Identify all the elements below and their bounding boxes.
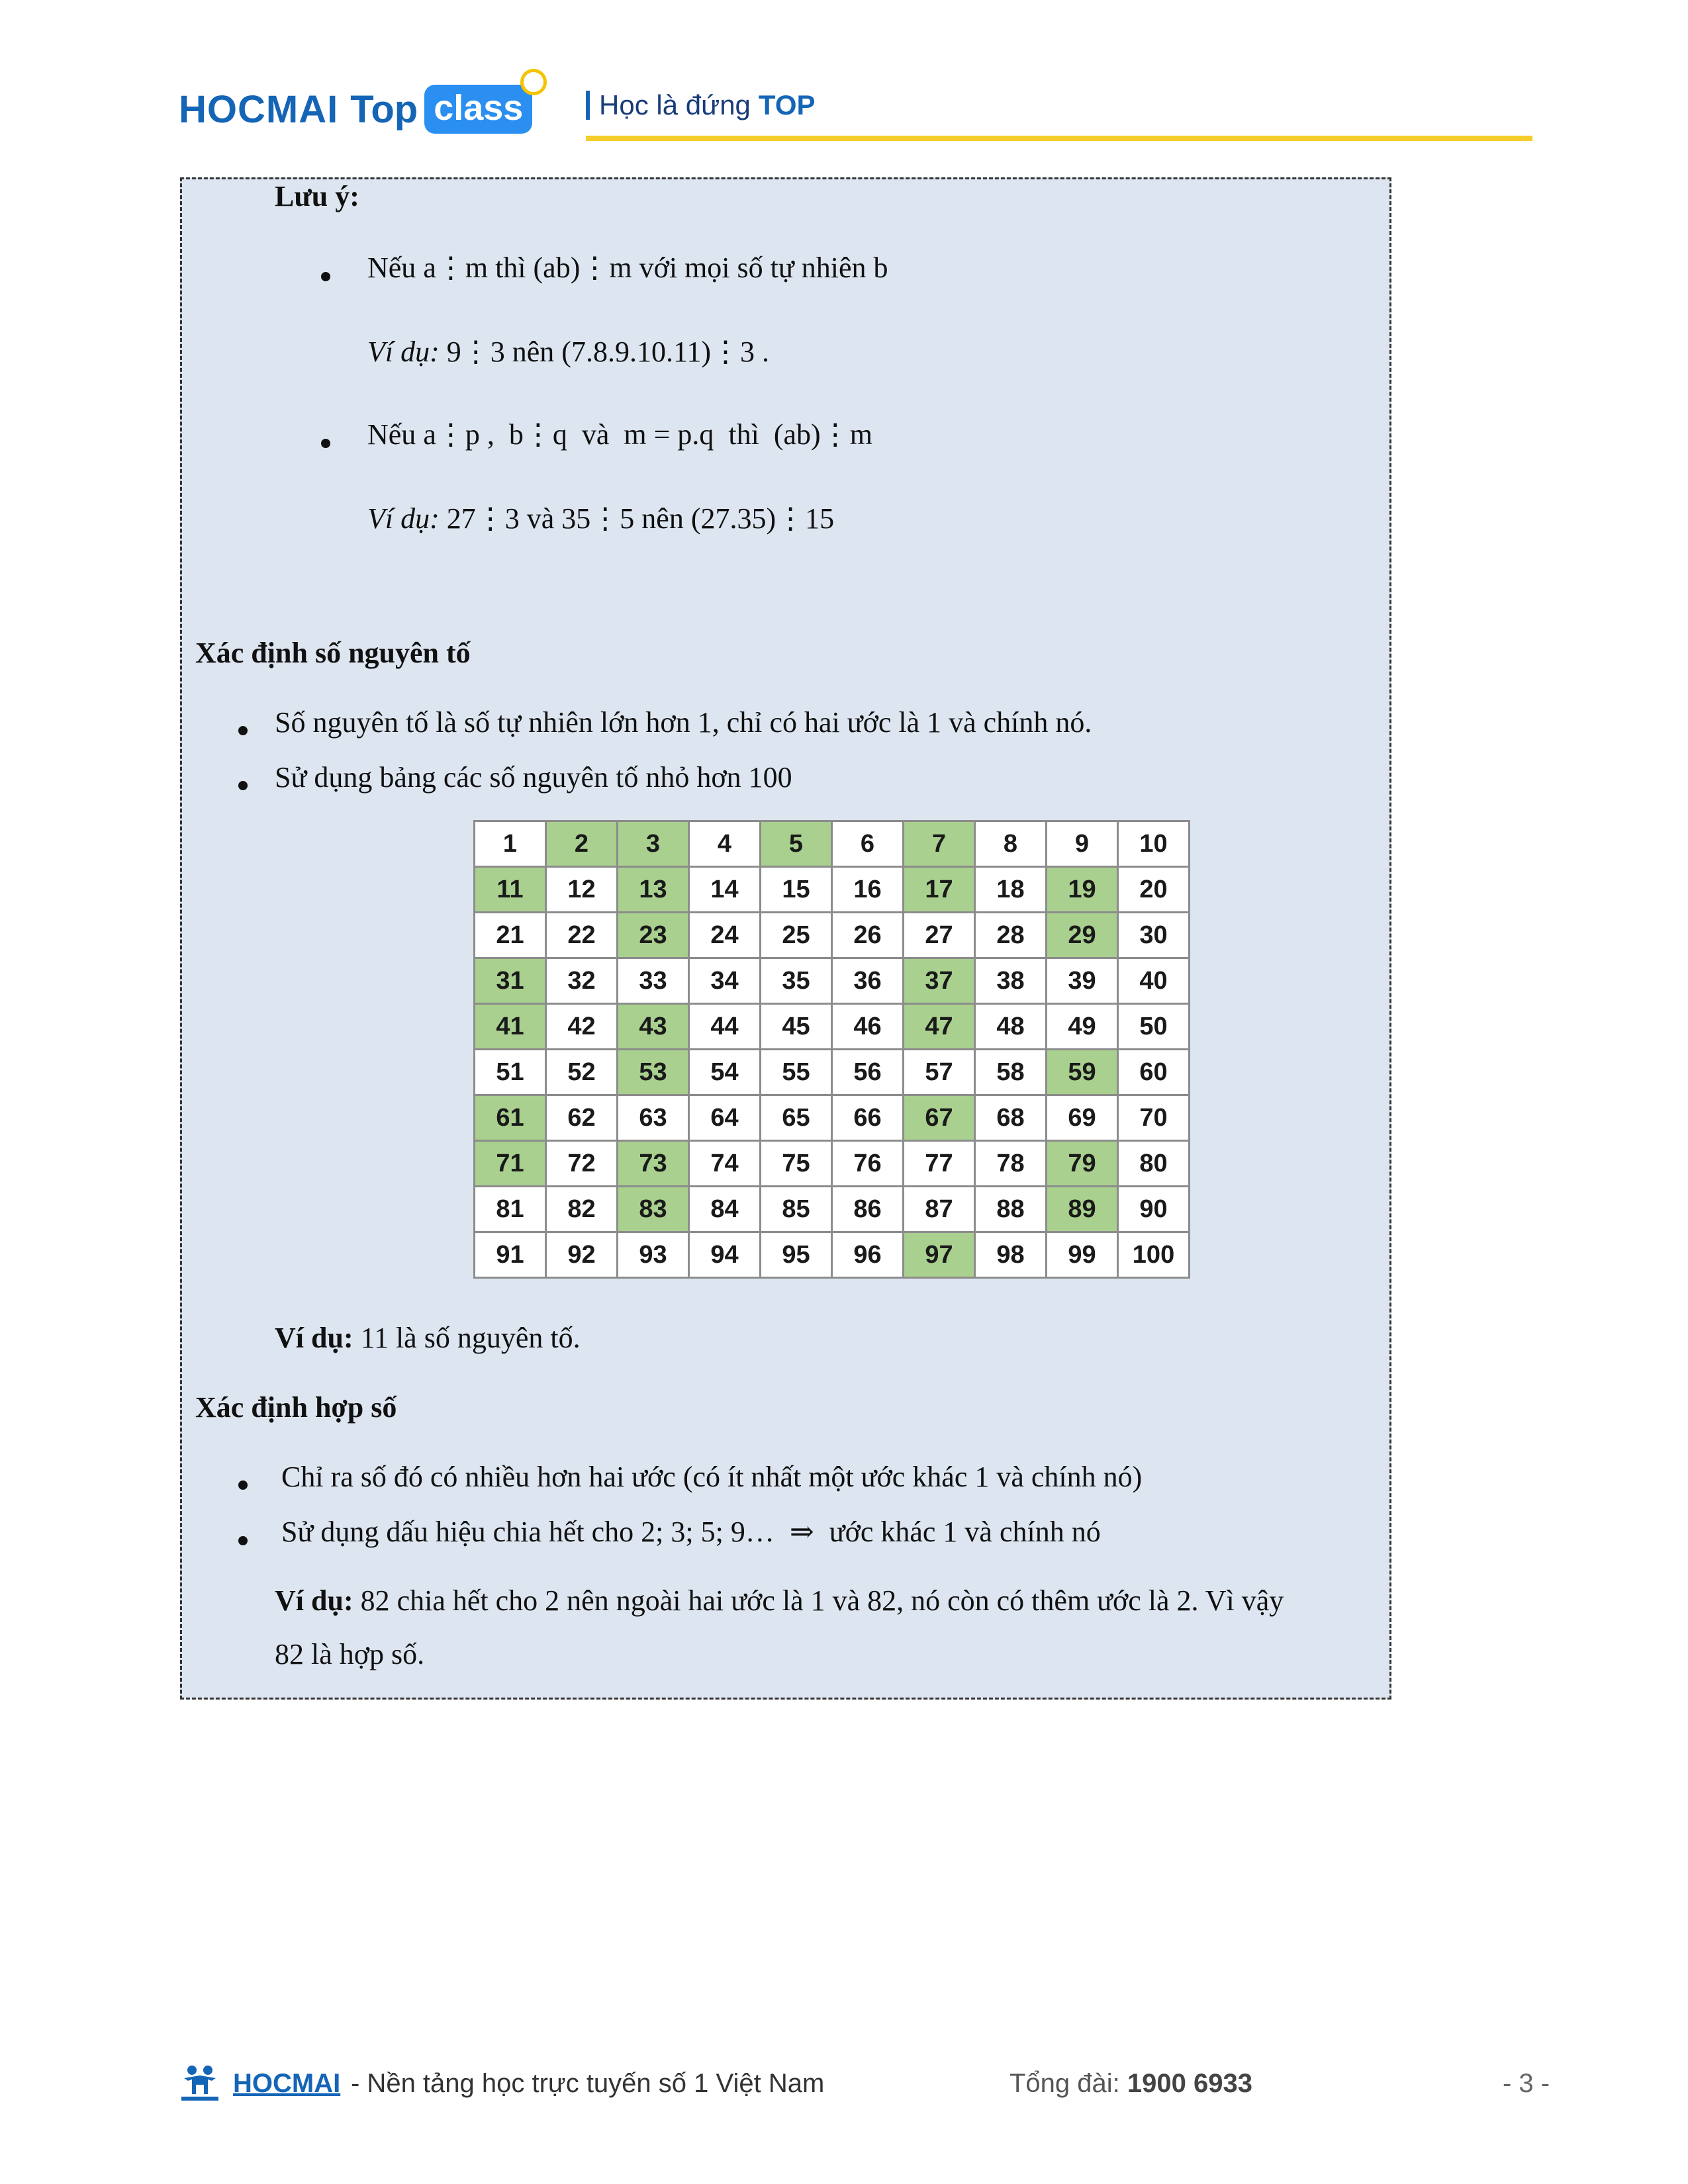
number-cell: 51 (475, 1050, 546, 1095)
prime-cell: 5 (761, 821, 832, 867)
prime-cell: 3 (618, 821, 689, 867)
table-row (475, 821, 1190, 867)
hotline-label: Tổng đài: (1009, 2069, 1120, 2098)
logo-hocmai-text: HOCMAI (179, 87, 339, 131)
note-rule-1 (367, 251, 888, 285)
composite-example-line-1 (275, 1584, 1284, 1617)
prime-cell: 79 (1047, 1141, 1118, 1187)
bullet-icon (238, 1536, 248, 1545)
rule1-prefix: Nếu (367, 251, 416, 284)
number-cell: 78 (975, 1141, 1047, 1187)
example-label: Ví dụ: (367, 502, 440, 535)
number-cell: 33 (618, 958, 689, 1004)
slogan-divider (586, 91, 590, 120)
number-cell: 18 (975, 867, 1047, 913)
ex2-expr2: 35⋮5 (561, 502, 635, 535)
note-title: Lưu ý: (275, 180, 359, 212)
prime-cell: 53 (618, 1050, 689, 1095)
bullet-icon (238, 1480, 248, 1490)
number-cell: 55 (761, 1050, 832, 1095)
ex1-expr2: (7.8.9.10.11)⋮3 . (561, 336, 769, 368)
page-number: - 3 - (1503, 2069, 1550, 2098)
prime-cell: 29 (1047, 913, 1118, 958)
prime-cell: 71 (475, 1141, 546, 1187)
hocmai-people-icon (179, 2064, 221, 2102)
number-cell: 69 (1047, 1095, 1118, 1141)
hocmai-topclass-logo (179, 83, 532, 136)
number-cell: 38 (975, 958, 1047, 1004)
bullet-icon (238, 726, 248, 735)
number-cell: 84 (689, 1187, 761, 1232)
table-row (475, 958, 1190, 1004)
number-cell: 32 (546, 958, 618, 1004)
logo-class-badge (424, 85, 532, 134)
number-cell: 72 (546, 1141, 618, 1187)
number-cell: 96 (832, 1232, 904, 1278)
prime-cell: 67 (904, 1095, 975, 1141)
prime-cell: 41 (475, 1004, 546, 1050)
composite-example-text: 82 chia hết cho 2 nên ngoài hai ước là 1 và 82, nó còn có thêm ước là 2. Vì vậy (360, 1584, 1284, 1617)
prime-cell: 11 (475, 867, 546, 913)
ex1-expr1: 9⋮3 (446, 336, 505, 368)
number-cell: 60 (1118, 1050, 1190, 1095)
number-cell: 50 (1118, 1004, 1190, 1050)
note-example-2 (367, 502, 834, 535)
number-cell: 22 (546, 913, 618, 958)
composite-bullet-1: Chỉ ra số đó có nhiều hơn hai ước (có ít nhất một ước khác 1 và chính nó) (281, 1461, 1143, 1493)
primes-example-text: 11 là số nguyên tố. (360, 1322, 581, 1354)
number-cell: 93 (618, 1232, 689, 1278)
slogan-prefix: Học là đứng (599, 89, 751, 120)
ex2-expr3: (27.35)⋮15 (690, 502, 835, 535)
example-label: Ví dụ: (367, 336, 440, 368)
prime-cell: 43 (618, 1004, 689, 1050)
table-row (475, 1050, 1190, 1095)
rule1-expr2: (ab)⋮m (533, 251, 632, 284)
number-cell: 26 (832, 913, 904, 958)
prime-cell: 23 (618, 913, 689, 958)
number-cell: 12 (546, 867, 618, 913)
ex2-expr1: 27⋮3 (446, 502, 520, 535)
number-cell: 92 (546, 1232, 618, 1278)
number-cell: 85 (761, 1187, 832, 1232)
prime-cell: 97 (904, 1232, 975, 1278)
number-cell: 74 (689, 1141, 761, 1187)
number-cell: 20 (1118, 867, 1190, 913)
number-cell: 6 (832, 821, 904, 867)
number-cell: 27 (904, 913, 975, 958)
table-row (475, 867, 1190, 913)
number-cell: 88 (975, 1187, 1047, 1232)
header-underline (586, 136, 1532, 141)
number-cell: 49 (1047, 1004, 1118, 1050)
number-cell: 25 (761, 913, 832, 958)
ex2-mid: nên (641, 502, 684, 535)
footer-hotline (1009, 2069, 1252, 2099)
number-cell: 64 (689, 1095, 761, 1141)
prime-cell: 47 (904, 1004, 975, 1050)
number-cell: 91 (475, 1232, 546, 1278)
rule1-then: thì (495, 251, 526, 284)
number-cell: 68 (975, 1095, 1047, 1141)
number-cell: 39 (1047, 958, 1118, 1004)
composite-bullet-2-prefix: Sử dụng dấu hiệu chia hết cho 2; 3; 5; 9… (281, 1516, 774, 1548)
number-cell: 4 (689, 821, 761, 867)
page-header (179, 69, 1536, 142)
note-example-1 (367, 335, 769, 369)
number-cell: 8 (975, 821, 1047, 867)
number-cell: 90 (1118, 1187, 1190, 1232)
number-cell: 14 (689, 867, 761, 913)
number-cell: 45 (761, 1004, 832, 1050)
example-label: Ví dụ: (275, 1584, 353, 1617)
number-cell: 81 (475, 1187, 546, 1232)
table-row (475, 1187, 1190, 1232)
bullet-icon (321, 439, 330, 448)
number-cell: 1 (475, 821, 546, 867)
prime-cell: 59 (1047, 1050, 1118, 1095)
number-cell: 28 (975, 913, 1047, 958)
number-cell: 57 (904, 1050, 975, 1095)
note-rule-2 (367, 418, 872, 451)
rule2-prefix: Nếu (367, 418, 416, 451)
number-cell: 66 (832, 1095, 904, 1141)
composite-bullet-2-suffix: ước khác 1 và chính nó (829, 1516, 1101, 1548)
table-row (475, 1232, 1190, 1278)
prime-cell: 73 (618, 1141, 689, 1187)
hotline-number: 1900 6933 (1127, 2069, 1252, 2098)
number-cell: 77 (904, 1141, 975, 1187)
number-cell: 70 (1118, 1095, 1190, 1141)
number-cell: 75 (761, 1141, 832, 1187)
implies-arrow-icon: ⇒ (789, 1516, 814, 1548)
primes-bullet-2: Sử dụng bảng các số nguyên tố nhỏ hơn 100 (275, 761, 792, 794)
primes-example (275, 1321, 581, 1355)
primes-bullet-1: Số nguyên tố là số tự nhiên lớn hơn 1, chỉ có hai ước là 1 và chính nó. (275, 706, 1092, 739)
prime-cell: 17 (904, 867, 975, 913)
number-cell: 46 (832, 1004, 904, 1050)
example-label: Ví dụ: (275, 1322, 353, 1354)
header-slogan (586, 89, 816, 121)
number-cell: 24 (689, 913, 761, 958)
logo-class-text: class (434, 88, 524, 128)
number-cell: 54 (689, 1050, 761, 1095)
composite-section-title: Xác định hợp số (195, 1391, 397, 1424)
prime-cell: 31 (475, 958, 546, 1004)
number-cell: 9 (1047, 821, 1118, 867)
bullet-icon (321, 272, 330, 281)
number-cell: 86 (832, 1187, 904, 1232)
prime-cell: 2 (546, 821, 618, 867)
number-cell: 52 (546, 1050, 618, 1095)
prime-cell: 83 (618, 1187, 689, 1232)
number-cell: 80 (1118, 1141, 1190, 1187)
prime-cell: 61 (475, 1095, 546, 1141)
logo-top-text: Top (350, 87, 418, 131)
number-cell: 36 (832, 958, 904, 1004)
prime-number-table (473, 820, 1190, 1279)
prime-cell: 37 (904, 958, 975, 1004)
number-cell: 76 (832, 1141, 904, 1187)
number-cell: 63 (618, 1095, 689, 1141)
table-row (475, 913, 1190, 958)
number-cell: 65 (761, 1095, 832, 1141)
number-cell: 99 (1047, 1232, 1118, 1278)
number-cell: 30 (1118, 913, 1190, 958)
footer-tagline: - Nền tảng học trực tuyến số 1 Việt Nam (351, 2069, 825, 2098)
footer-brand-link[interactable]: HOCMAI (233, 2069, 341, 2098)
number-cell: 100 (1118, 1232, 1190, 1278)
number-cell: 48 (975, 1004, 1047, 1050)
number-cell: 98 (975, 1232, 1047, 1278)
content-box (180, 177, 1391, 1700)
composite-bullet-2 (281, 1515, 1101, 1549)
rule1-suffix: với mọi số tự nhiên b (639, 251, 888, 284)
rule2-expr: a⋮p , b⋮q và m = p.q thì (ab)⋮m (423, 418, 872, 451)
number-cell: 62 (546, 1095, 618, 1141)
number-cell: 15 (761, 867, 832, 913)
page-footer (179, 2064, 1556, 2110)
table-row (475, 1141, 1190, 1187)
rule1-expr1: a⋮m (423, 251, 489, 284)
number-cell: 82 (546, 1187, 618, 1232)
table-row (475, 1004, 1190, 1050)
prime-cell: 89 (1047, 1187, 1118, 1232)
slogan-highlight: TOP (758, 89, 816, 120)
number-cell: 35 (761, 958, 832, 1004)
primes-section-title: Xác định số nguyên tố (195, 637, 471, 669)
number-cell: 40 (1118, 958, 1190, 1004)
prime-cell: 13 (618, 867, 689, 913)
prime-cell: 19 (1047, 867, 1118, 913)
ex2-and: và (526, 502, 555, 535)
number-cell: 44 (689, 1004, 761, 1050)
number-cell: 95 (761, 1232, 832, 1278)
number-cell: 34 (689, 958, 761, 1004)
number-cell: 10 (1118, 821, 1190, 867)
number-cell: 58 (975, 1050, 1047, 1095)
number-cell: 87 (904, 1187, 975, 1232)
ex1-mid: nên (512, 336, 555, 368)
prime-cell: 7 (904, 821, 975, 867)
table-row (475, 1095, 1190, 1141)
bullet-icon (238, 781, 248, 790)
number-cell: 42 (546, 1004, 618, 1050)
number-cell: 16 (832, 867, 904, 913)
number-cell: 94 (689, 1232, 761, 1278)
number-cell: 56 (832, 1050, 904, 1095)
logo-star-icon (520, 69, 547, 95)
number-cell: 21 (475, 913, 546, 958)
composite-example-line-2: 82 là hợp số. (275, 1638, 425, 1670)
